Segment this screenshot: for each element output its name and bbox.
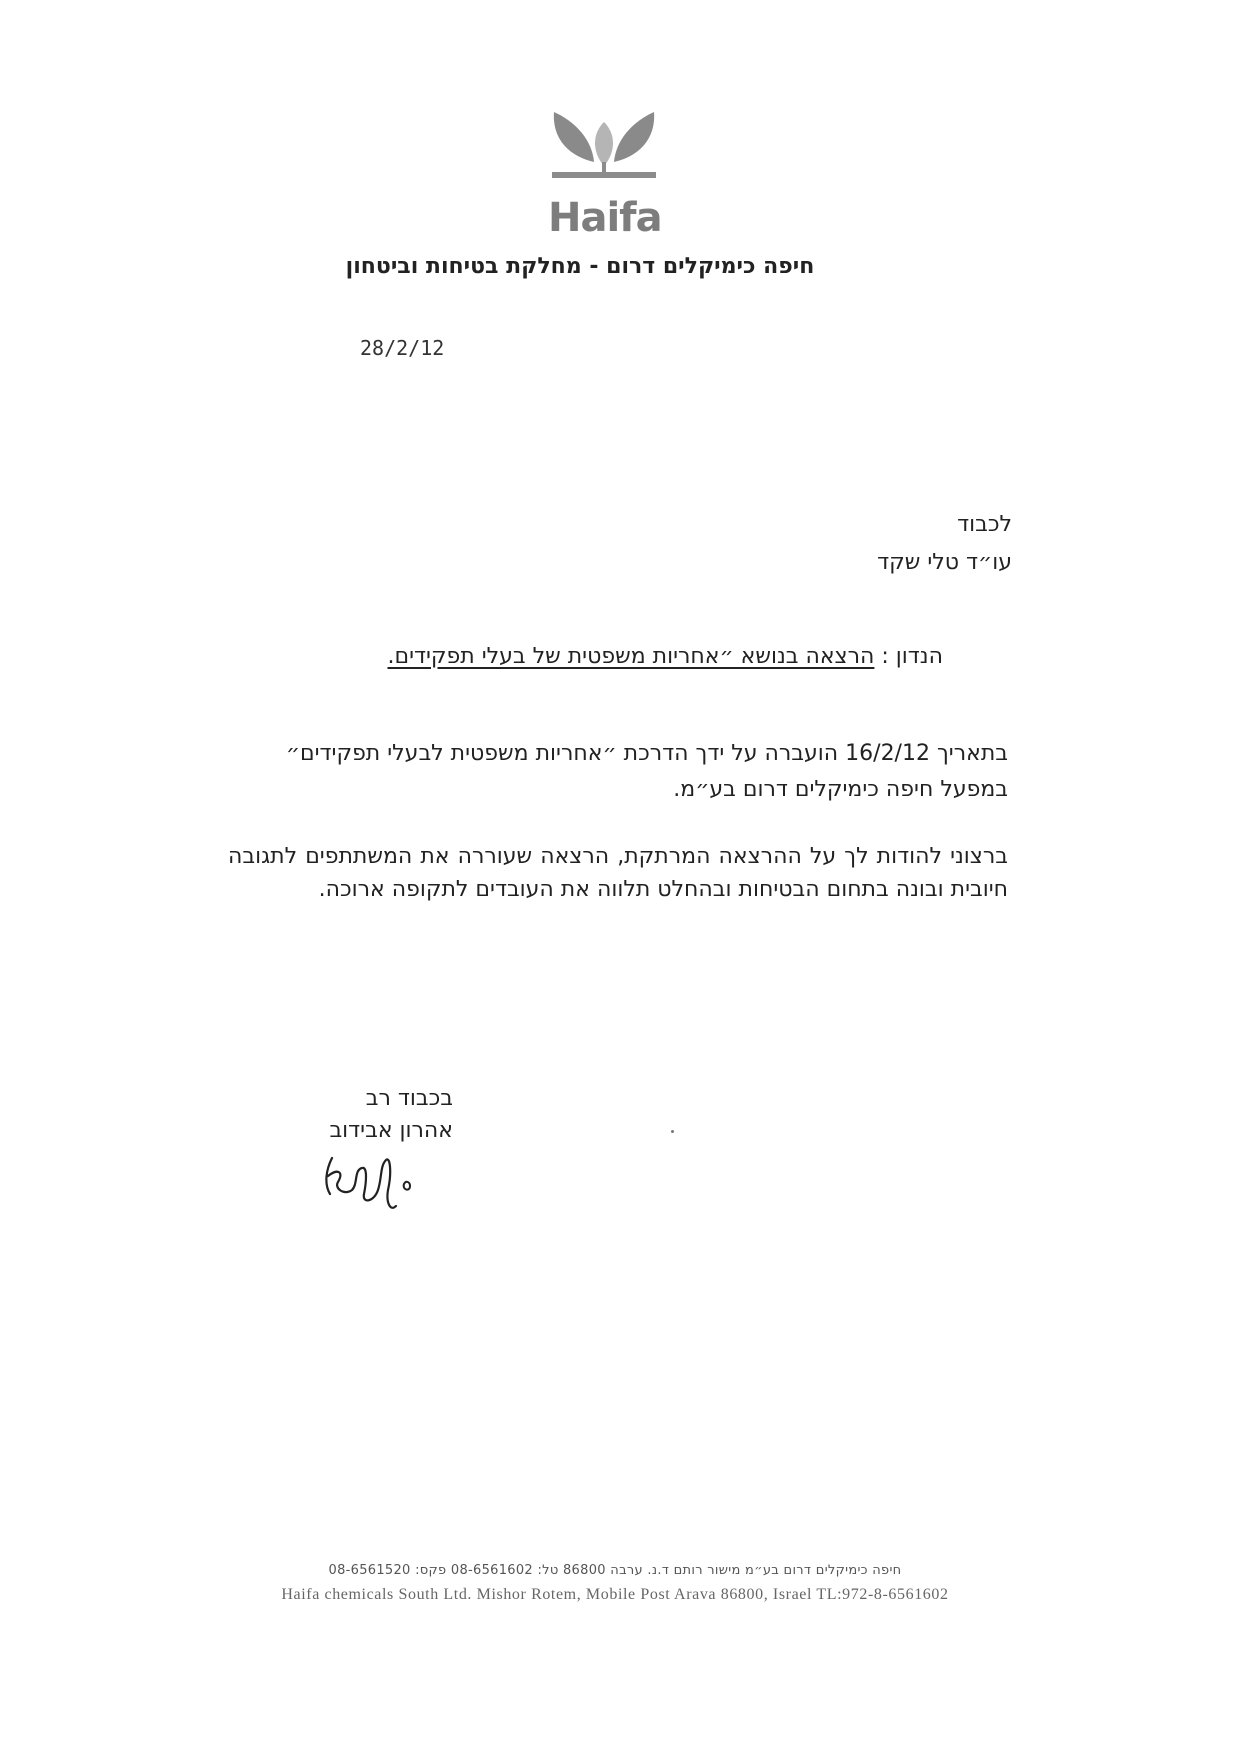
handwritten-signature xyxy=(318,1150,438,1220)
recipient-salutation: לכבוד xyxy=(957,512,1012,537)
department-heading: חיפה כימיקלים דרום - מחלקת בטיחות וביטחון xyxy=(345,254,815,279)
closing-regards: בכבוד רב xyxy=(365,1086,453,1111)
signer-name: אהרון אבידוב xyxy=(329,1118,453,1143)
footer-hebrew-address: חיפה כימיקלים דרום בע״מ מישור רותם ד.נ. ערבה 86800 טל: 08-6561602 פקס: 08-6561520 xyxy=(328,1563,902,1578)
footer-english-address: Haifa chemicals South Ltd. Mishor Rotem, Mobile Post Arava 86800, Israel TL:972-8-6561602 xyxy=(281,1586,949,1603)
subject-text: הרצאה בנושא ״אחריות משפטית של בעלי תפקידים. xyxy=(387,644,875,669)
recipient-name: עו״ד טלי שקד xyxy=(877,550,1012,575)
scan-speck xyxy=(671,1130,674,1133)
letter-date: 28/2/12 xyxy=(360,336,445,360)
body-paragraph-2: ברצוני להודות לך על ההרצאה המרתקת, הרצאה שעוררה את המשתתפים לתגובה חיובית ובונה בתחום הבטיחות ובהחלט תלווה את העובדים לתקופה ארוכה. xyxy=(228,844,1008,902)
body-paragraph-1: בתאריך 16/2/12 הועברה על ידך הדרכת ״אחריות משפטית לבעלי תפקידים״ במפעל חיפה כימיקלים דרום בע״מ. xyxy=(285,741,1008,802)
haifa-leaf-logo-icon xyxy=(548,112,660,182)
haifa-logo-wordmark: Haifa xyxy=(548,195,662,241)
subject-label: הנדון : xyxy=(881,644,943,669)
subject-line xyxy=(387,644,943,669)
